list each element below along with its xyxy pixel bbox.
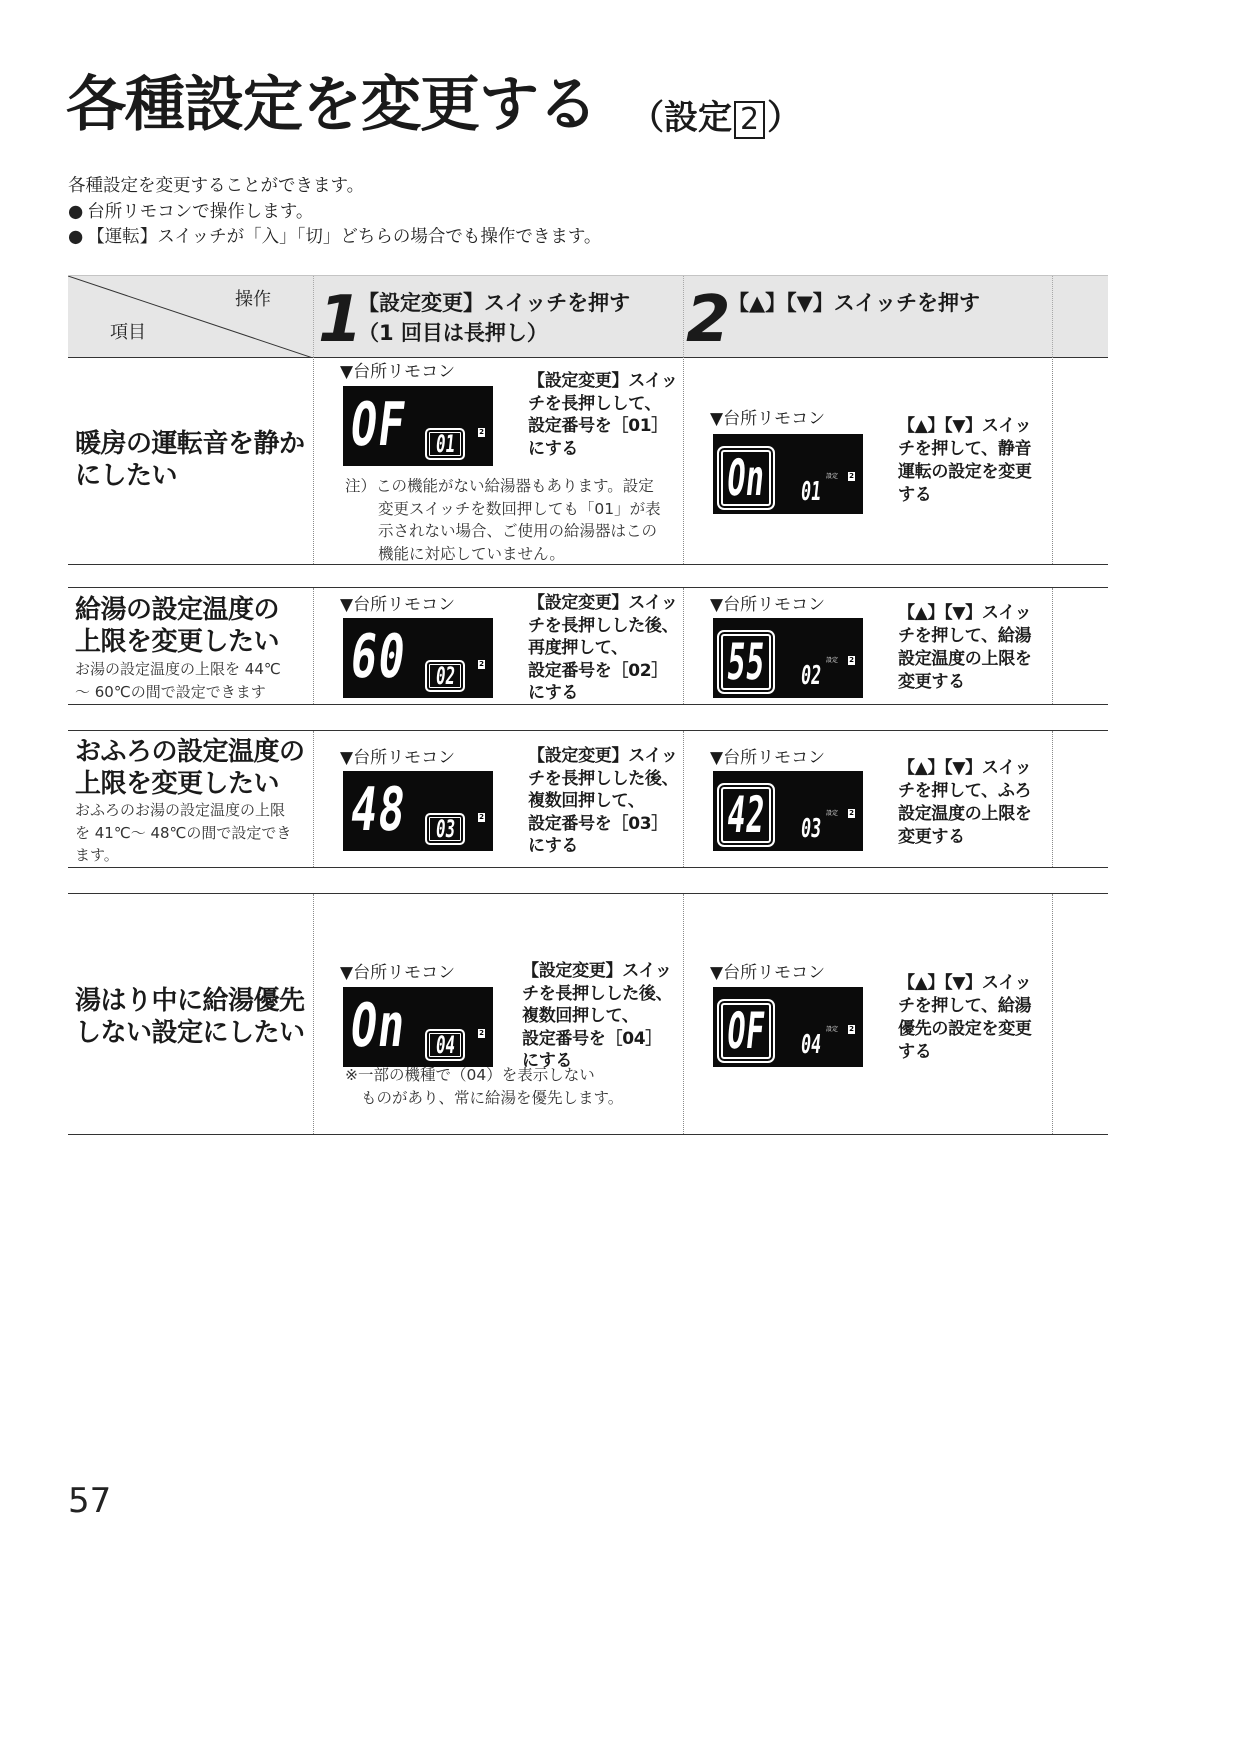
display-mode-indicator: 2 [849,809,854,817]
column-divider [683,276,684,357]
table-row [68,730,1108,868]
column-divider [313,894,314,1134]
subtitle-open: （設定 [630,98,732,138]
display-mode-indicator: 2 [849,472,854,480]
remote-display [343,771,493,851]
step-number-2: 2 [686,283,731,357]
step2-instruction: 【▲】【▼】スイッ チを押して、ふろ 設定温度の上限を 変更する [898,758,1032,847]
page-number: 57 [68,1481,112,1521]
column-divider [313,276,314,357]
display-code-box [425,813,465,845]
display-main-value: On [346,991,411,1061]
display-mode-indicator: 2 [479,660,484,668]
display-code: 01 [433,430,457,458]
remote-label: ▼台所リモコン [340,748,456,768]
remote-label: ▼台所リモコン [340,595,456,615]
display-main-value: On [724,449,768,507]
column-divider [1052,731,1053,867]
column-divider [313,357,314,564]
column-divider [683,894,684,1134]
display-main-box [717,783,775,847]
step2-instruction: 【▲】【▼】スイッ チを押して、給湯 設定温度の上限を 変更する [898,603,1032,692]
step1-note: ※一部の機種で（04）を表示しない ものがあり、常に給湯を優先します。 [345,1066,624,1107]
page-subtitle [630,96,801,140]
display-main-box [717,446,775,510]
remote-label: ▼台所リモコン [340,963,456,983]
column-divider [1052,894,1053,1134]
display-mode-indicator: 2 [479,428,484,436]
step-2-line1: 【▲】【▼】スイッチを押す [728,291,980,315]
remote-label: ▼台所リモコン [340,362,456,382]
column-divider [1052,588,1053,704]
step-number-1: 1 [318,283,363,357]
subtitle-close: ） [767,98,802,138]
intro-bullet-text: 【運転】スイッチが「入」「切」どちらの場合でも操作できます。 [87,227,602,247]
subtitle-number-box: 2 [734,101,765,139]
step-1-heading [358,288,630,348]
intro-bullet [68,200,601,226]
intro-bullet-text: 台所リモコンで操作します。 [87,201,314,222]
remote-label: ▼台所リモコン [710,409,826,429]
display-code: 01 [799,477,823,507]
remote-label: ▼台所リモコン [710,748,826,768]
table-row [68,357,1108,565]
display-code: 03 [433,815,457,843]
bullet-icon: ● [68,201,84,222]
display-mode-indicator: 2 [849,656,854,664]
intro-lead: 各種設定を変更することができます。 [68,176,365,196]
display-main-value: OF [724,1002,768,1060]
column-divider [1052,357,1053,564]
item-description: おふろのお湯の設定温度の上限 を 41℃～ 48℃の間で設定でき ます。 [75,801,292,864]
display-main-value: 48 [346,775,411,845]
remote-display [713,434,863,514]
column-divider [683,588,684,704]
page-title: 各種設定を変更する [66,70,597,140]
display-code: 03 [799,814,823,844]
display-code-box [425,660,465,692]
remote-label: ▼台所リモコン [710,595,826,615]
table-header [68,275,1108,358]
step1-note: 注）この機能がない給湯器もあります。設定 変更スイッチを数回押しても「01」が表 示されない場合、ご使用の給湯器はこの 機能に対応していません。 [345,477,661,563]
display-code: 02 [799,661,823,691]
display-setting-label: 設定 [826,1026,839,1033]
item-title: 湯はり中に給湯優先 しない設定にしたい [75,986,305,1048]
display-mode-indicator: 2 [479,1029,484,1037]
item-title: 暖房の運転音を静か にしたい [75,429,305,491]
item-description: お湯の設定温度の上限を 44℃ ～ 60℃の間で設定できます [75,660,281,701]
step1-instruction: 【設定変更】スイッ チを長押しして、 設定番号を［01］ にする [528,371,678,459]
display-mode-indicator: 2 [479,813,484,821]
remote-display [713,987,863,1067]
step-1-line1: 【設定変更】スイッチを押す [358,291,631,315]
remote-display [343,987,493,1067]
remote-display [343,618,493,698]
display-mode-indicator: 2 [849,1025,854,1033]
bullet-icon: ● [68,227,84,247]
display-setting-label: 設定 [826,657,839,664]
step-1-line2: （1 回目は長押し） [358,321,548,345]
display-code: 04 [433,1031,457,1059]
display-code-box [425,1029,465,1061]
column-divider [683,357,684,564]
display-main-value: 55 [724,633,768,691]
step2-instruction: 【▲】【▼】スイッ チを押して、給湯 優先の設定を変更 する [898,973,1032,1062]
step1-instruction: 【設定変更】スイッ チを長押しした後、 複数回押して、 設定番号を［04］ にする [522,961,673,1071]
column-divider [313,731,314,867]
display-main-box [717,630,775,694]
column-divider [683,731,684,867]
display-main-value: OF [346,390,411,460]
display-code-box [425,428,465,460]
step2-instruction: 【▲】【▼】スイッ チを押して、静音 運転の設定を変更 する [898,416,1032,505]
item-title: 給湯の設定温度の 上限を変更したい [75,595,280,657]
step1-instruction: 【設定変更】スイッ チを長押しした後、 再度押して、 設定番号を［02］ にする [528,593,679,703]
step-2-heading [728,288,980,318]
display-code: 04 [799,1030,823,1060]
operation-label: 操作 [235,289,271,310]
display-code: 02 [433,662,457,690]
item-label: 項目 [110,322,146,343]
remote-display [713,771,863,851]
intro-text [68,174,601,251]
table-row [68,587,1108,705]
display-main-value: 42 [724,786,768,844]
remote-display [713,618,863,698]
display-setting-label: 設定 [826,810,839,817]
diagonal-divider [68,276,313,358]
column-divider [313,588,314,704]
display-main-value: 60 [346,622,411,692]
item-title: おふろの設定温度の 上限を変更したい [75,737,305,799]
table-row [68,893,1108,1135]
display-main-box [717,999,775,1063]
remote-label: ▼台所リモコン [710,963,826,983]
remote-display [343,386,493,466]
column-divider [1052,276,1053,357]
intro-bullet [68,225,601,251]
display-setting-label: 設定 [826,473,839,480]
step1-instruction: 【設定変更】スイッ チを長押しした後、 複数回押して、 設定番号を［03］ にする [528,746,679,856]
